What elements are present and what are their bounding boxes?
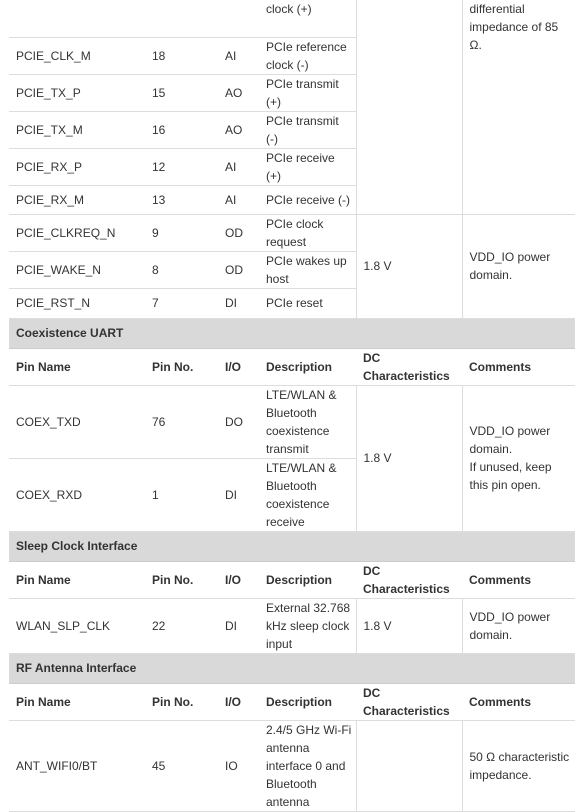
section-title: RF Antenna Interface [9,653,575,683]
pin-name-cell: WLAN_SLP_CLK [9,598,145,653]
description-cell: PCIe receive (-) [259,185,356,214]
pin-no-cell: 13 [145,185,218,214]
header-comments: Comments [462,561,575,598]
pin-name-cell: PCIE_TX_M [9,111,145,148]
pin-name-cell [9,0,145,37]
io-cell [218,0,259,37]
pin-no-cell: 12 [145,148,218,185]
header-dc-characteristics: DC Characteristics [356,683,462,720]
pin-name-cell: PCIE_CLK_M [9,37,145,74]
header-pin-no: Pin No. [145,561,218,598]
description-cell: PCIe reset [259,288,356,318]
pin-definition-table [9,0,575,812]
pin-name-cell: COEX_RXD [9,458,145,531]
pin-name-cell: PCIE_TX_P [9,74,145,111]
description-cell: PCIe wakes up host [259,251,356,288]
pin-no-cell: 15 [145,74,218,111]
io-cell: OD [218,214,259,251]
description-cell: clock (+) [259,0,356,37]
header-pin-name: Pin Name [9,683,145,720]
header-pin-no: Pin No. [145,683,218,720]
io-cell: AI [218,148,259,185]
description-cell: PCIe clock request [259,214,356,251]
io-cell: AO [218,111,259,148]
section-header-coexistence-uart [9,318,575,348]
pin-name-cell: ANT_WIFI0/BT [9,720,145,811]
comment-cell: 50 Ω characteristic impedance. [462,720,575,811]
comment-cell: differential impedance of 85 Ω. [462,0,575,214]
description-cell: External 32.768 kHz sleep clock input [259,598,356,653]
pin-no-cell: 18 [145,37,218,74]
dc-cell [356,0,462,214]
comment-line: If unused, keep this pin open. [469,460,552,492]
pin-no-cell: 8 [145,251,218,288]
comment-cell: VDD_IO power domain. [462,214,575,318]
io-cell: DO [218,385,259,458]
header-dc-characteristics: DC Characteristics [356,561,462,598]
header-comments: Comments [462,348,575,385]
comment-cell: VDD_IO power domain. [462,598,575,653]
description-cell: LTE/WLAN & Bluetooth coexistence transmit [259,385,356,458]
header-description: Description [259,683,356,720]
table-row [9,214,575,251]
pin-name-cell: PCIE_RX_M [9,185,145,214]
io-cell: OD [218,251,259,288]
description-cell: PCIe reference clock (-) [259,37,356,74]
pin-name-cell: PCIE_RST_N [9,288,145,318]
io-cell: DI [218,458,259,531]
pin-name-cell: PCIE_RX_P [9,148,145,185]
io-cell: AI [218,185,259,214]
dc-cell: 1.8 V [356,214,462,318]
header-description: Description [259,348,356,385]
io-cell: AO [218,74,259,111]
io-cell: AI [218,37,259,74]
column-header-row [9,561,575,598]
section-title: Coexistence UART [9,318,575,348]
comment-cell [462,385,575,531]
table-row [9,0,575,37]
table-row [9,598,575,653]
pin-name-cell: PCIE_WAKE_N [9,251,145,288]
table-row [9,385,575,458]
description-cell: LTE/WLAN & Bluetooth coexistence receive [259,458,356,531]
dc-cell: 1.8 V [356,598,462,653]
header-dc-characteristics: DC Characteristics [356,348,462,385]
section-header-rf-antenna [9,653,575,683]
header-comments: Comments [462,683,575,720]
io-cell: DI [218,598,259,653]
pin-name-cell: PCIE_CLKREQ_N [9,214,145,251]
section-header-sleep-clock [9,531,575,561]
description-cell: PCIe transmit (+) [259,74,356,111]
io-cell: DI [218,288,259,318]
description-cell: PCIe receive (+) [259,148,356,185]
section-title: Sleep Clock Interface [9,531,575,561]
pin-no-cell: 22 [145,598,218,653]
header-description: Description [259,561,356,598]
header-io: I/O [218,561,259,598]
column-header-row [9,683,575,720]
header-io: I/O [218,348,259,385]
pin-no-cell: 16 [145,111,218,148]
column-header-row [9,348,575,385]
dc-cell: 1.8 V [356,385,462,531]
comment-line: VDD_IO power domain. [469,424,551,456]
pin-no-cell: 76 [145,385,218,458]
pin-no-cell [145,0,218,37]
pin-no-cell: 45 [145,720,218,811]
dc-cell [356,720,462,811]
header-pin-name: Pin Name [9,561,145,598]
table-row [9,720,575,811]
description-cell: PCIe transmit (-) [259,111,356,148]
pin-no-cell: 9 [145,214,218,251]
header-pin-no: Pin No. [145,348,218,385]
header-pin-name: Pin Name [9,348,145,385]
pin-no-cell: 7 [145,288,218,318]
description-cell: 2.4/5 GHz Wi-Fi antenna interface 0 and Bluetooth antenna [259,720,356,811]
pin-name-cell: COEX_TXD [9,385,145,458]
pin-no-cell: 1 [145,458,218,531]
io-cell: IO [218,720,259,811]
header-io: I/O [218,683,259,720]
